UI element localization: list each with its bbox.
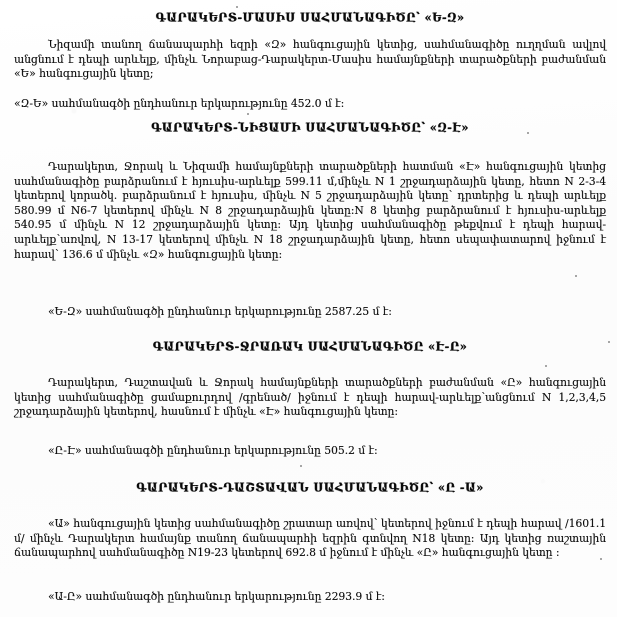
section-total-z-e: «Ե-Զ» սահմանագծի ընդհանուր երկարությունը 2587.25 մ է: [48, 305, 392, 318]
scan-speck [600, 558, 602, 560]
scan-speck [545, 365, 547, 367]
scan-speck [575, 275, 577, 277]
scan-speck [527, 132, 529, 134]
section-z-e-total-block [14, 305, 606, 320]
section-y-a-total-block [14, 590, 606, 605]
section-total-e-z: «Զ-Ե» սահմանագծի ընդհանուր երկարությունը 452.0 մ է: [14, 97, 345, 110]
section-e-y-body-block [14, 376, 606, 420]
section-heading-y-a: ԳԱՐԱԿԵՐՏ-ԴԱՇՏԱՎԱՆ ՍԱՀՄԱՆԱԳԻԾԸ՝ «Ը -Ա» [136, 480, 484, 495]
scan-speck [247, 113, 249, 115]
section-y-a-body-block [14, 517, 606, 561]
section-heading-e-z: ԳԱՐԱԿԵՐՏ-ՄԱՍԻՍ ՍԱՀՄԱՆԱԳԻԾԸ՝ «Ե-Զ» [155, 10, 465, 25]
section-body-e-y: Դարակերտ, Դաշտավան և Ջորակ համայնքների տարածքների բաժանման «Ը» հանգուցային կետից սահմանագիծը ցամաքուրդով /գրենած/ իջնում է դեպի հարավ-արևելք՝անցնում N 1,2,3,4,5 շրջադարձային կետերով, հասնում է մինչև «Է» հանգուցային կետը: [14, 376, 606, 419]
section-e-z [14, 10, 606, 24]
section-z-e-body-block [14, 160, 606, 262]
scan-speck [608, 341, 610, 343]
scan-speck [300, 465, 302, 467]
section-body-z-e: Դարակերտ, Ջորակ և Նիզամի համայնքների տարածքների հատման «Է» հանգուցային կետից սահմանագիծը բարձրանում է հյուսիս-արևելք 599.11 մ,մինչև N 1 շրջադարձային կետը, հետո N 2-3-4 կետերով կորածկ. բարձրանում է հյուսիս, մինչև N 5 շրջադարձային կետը՝ դրտերից և դեպի արևելք 580.99 մ N6-7 կետերով մինչև N 8 շրջադարձային կետը:N 8 կետից բարձրանում է հյուսիս-արևելք 540.95 մ մինչև N 12 շրջադարձային կետը: Այդ կետից սահմանագիծը թեքվում է դեպի հարավ-արևելք՝առվով, N 13-17 կետերով մինչև N 18 շրջադարձային կետը, հետո սեպափատարով իջնում է հարավ՝ 136.6 մ մինչև «Զ» հանգուցային կետը: [14, 160, 606, 261]
section-y-a [14, 480, 606, 494]
section-heading-e-y: ԳԱՐԱԿԵՐՏ-ՋՐԱՌԱԿ ՍԱՀՄԱՆԱԳԻԾԸ «Է-Ը» [152, 339, 468, 354]
scan-speck [236, 6, 238, 8]
section-e-z-total-block [14, 97, 606, 112]
section-total-e-y: «Ը-Է» սահմանագծի ընդհանուր երկարությունը 505.2 մ է: [48, 444, 378, 457]
section-body-y-a: «Ա» հանգուցային կետից սահմանագիծը շրատար առվով՝ կետերով իջնում է դեպի հարավ /1601.1 մ/ մինչև Դարակերտ համայնք տանող ճանապարհի եզրին գտնվող N18 կետը: Այդ կետից ռաշտային ճանապարհով սահմանագիծը N19-23 կետերով 692.8 մ իջնում է մինչև «Ը» հանգուցային կետը : [14, 517, 606, 560]
section-e-z-body-block [14, 38, 606, 82]
section-e-y [14, 339, 606, 353]
section-z-e [14, 120, 606, 134]
section-e-y-total-block [14, 444, 606, 459]
section-body-e-z: Նիզամի տանող ճանապարհի եզրի «Զ» հանգուցային կետից, սահմանագիծը ուղղման ավլով անցնում է դեպի արևելք, մինչև Նորաբաց-Դարակերտ-Մասիս համայնքների տարածքների բաժանման «Ե» հանգուցային կետը; [14, 38, 606, 81]
section-total-y-a: «Ա-Ը» սահմանագծի ընդհանուր երկարությունը 2293.9 մ է: [48, 590, 385, 603]
section-heading-z-e: ԳԱՐԱԿԵՐՏ-ՆԻՑԱՄԻ ՍԱՀՄԱՆԱԳԻԾԸ՝ «Զ-Է» [151, 120, 469, 135]
